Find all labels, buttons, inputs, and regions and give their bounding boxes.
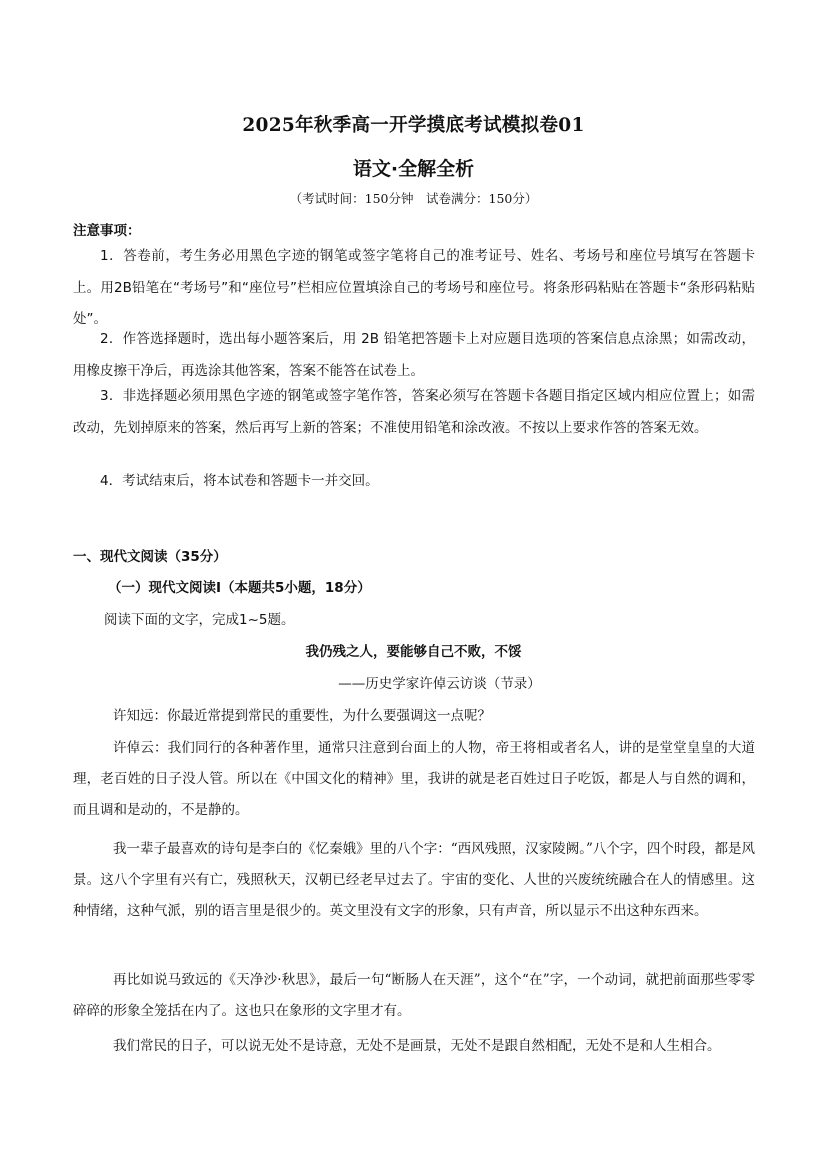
article-source: ——历史学家许倬云访谈（节录）	[338, 676, 541, 692]
notice-item-2: 2．作答选择题时，选出每小题答案后，用 2B 铅笔把答题卡上对应题目选项的答案信息点涂黑；如需改动，用橡皮擦干净后，再选涂其他答案，答案不能答在试卷上。	[73, 331, 755, 379]
document-title: 2025年秋季高一开学摸底考试模拟卷01	[242, 115, 585, 136]
notice-item-1: 1．答卷前，考生务必用黑色字迹的钢笔或签字笔将自己的准考证号、姓名、考场号和座位号填写在答题卡上。用2B铅笔在“考场号”和“座位号”栏相应位置填涂自己的考场号和座位号。将条形码粘贴在答题卡“条形码粘贴处”。	[73, 248, 755, 327]
article-paragraph: 许倬云：我们同行的各种著作里，通常只注意到台面上的人物，帝王将相或者名人，讲的是堂堂皇皇的大道理，老百姓的日子没人管。所以在《中国文化的精神》里，我讲的就是老百姓过日子吃饭，都是人与自然的调和，而且调和是动的，不是静的。	[73, 740, 755, 818]
exam-info: （考试时间：150分钟 试卷满分：150分）	[289, 191, 538, 206]
notice-item-3: 3．非选择题必须用黑色字迹的钢笔或签字笔作答，答案必须写在答题卡各题目指定区域内相应位置上；如需改动，先划掉原来的答案，然后再写上新的答案；不准使用铅笔和涂改液。不按以上要求作答的答案无效。	[73, 388, 755, 436]
article-paragraph: 我们常民的日子，可以说无处不是诗意，无处不是画景，无处不是跟自然相配，无处不是和人生相合。	[113, 1038, 721, 1054]
article-paragraph: 我一辈子最喜欢的诗句是李白的《忆秦娥》里的八个字：“西风残照，汉家陵阙。”八个字，四个时段，都是风景。这八个字里有兴有亡，残照秋天，汉朝已经老早过去了。宇宙的变化、人世的兴废统统融合在人的情感里。这种情绪，这种气派，别的语言里是很少的。英文里没有文字的形象，只有声音，所以显示不出这种东西来。	[73, 841, 755, 919]
article-title: 我仍残之人，要能够自己不败，不馁	[305, 644, 522, 660]
subsection-heading: （一）现代文阅读Ⅰ（本题共5小题，18分）	[108, 580, 371, 596]
reading-instruction: 阅读下面的文字，完成1~5题。	[104, 612, 295, 628]
notice-item-4: 4．考试结束后，将本试卷和答题卡一并交回。	[100, 473, 379, 489]
article-paragraph: 许知远：你最近常提到常民的重要性，为什么要强调这一点呢？	[113, 708, 491, 724]
document-subtitle: 语文·全解全析	[352, 158, 475, 180]
section-heading: 一、现代文阅读（35分）	[73, 549, 227, 565]
notice-heading: 注意事项：	[73, 223, 141, 239]
article-paragraph: 再比如说马致远的《天净沙·秋思》，最后一句“断肠人在天涯”，这个“在”字，一个动词，就把前面那些零零碎碎的形象全笼括在内了。这也只在象形的文字里才有。	[73, 972, 755, 1019]
